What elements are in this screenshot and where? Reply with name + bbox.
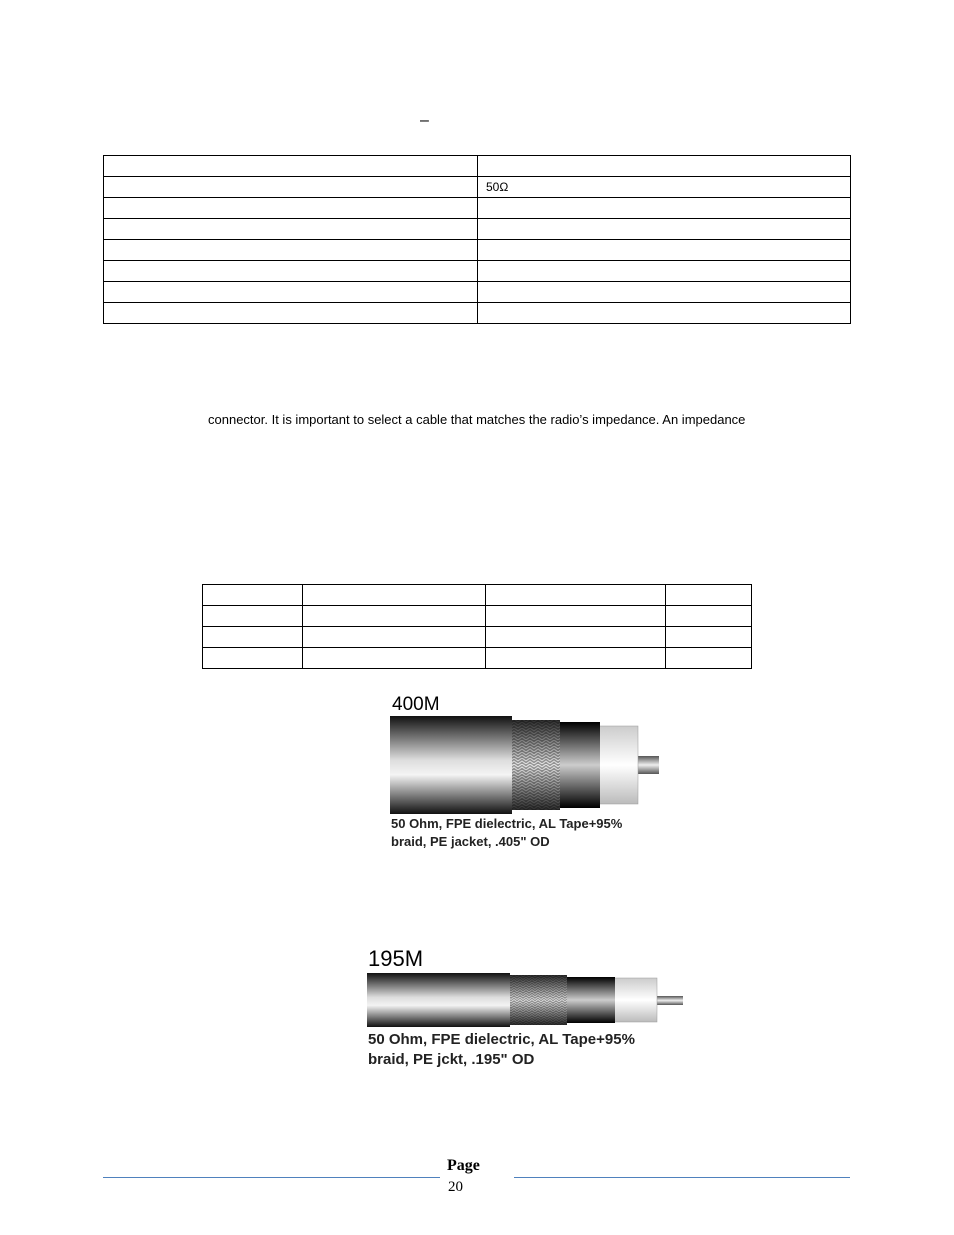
spec-table-row-cell	[104, 261, 478, 282]
spec-table-row-cell	[478, 303, 851, 324]
spec-table-row-cell	[104, 303, 478, 324]
spec-table-row	[104, 177, 851, 198]
spec-table-row-cell	[478, 240, 851, 261]
cable-table-row	[203, 606, 752, 627]
cable-table-row-cell	[486, 606, 665, 627]
spec-table-row-cell	[478, 261, 851, 282]
footer-rule-right	[514, 1177, 850, 1178]
cable-table-row	[203, 627, 752, 648]
cable-195m-illustration	[367, 972, 687, 1028]
cable-table-row-cell	[665, 606, 751, 627]
cable-table-row-cell	[203, 585, 303, 606]
spec-table-row	[104, 219, 851, 240]
body-paragraph: connector. It is important to select a cable that matches the radio’s impedance. An impedance	[208, 412, 746, 427]
footer-rule-left	[103, 1177, 440, 1178]
spec-table-row-cell	[478, 156, 851, 177]
footer-page-label: Page	[447, 1157, 480, 1174]
spec-table-row	[104, 282, 851, 303]
spec-table-row	[104, 198, 851, 219]
cable-195m-desc-line2: braid, PE jckt, .195" OD	[368, 1051, 535, 1069]
cable-table-row-cell	[203, 606, 303, 627]
spec-table-row	[104, 156, 851, 177]
spec-table-row-cell	[104, 219, 478, 240]
cable-table-row-cell	[303, 627, 486, 648]
spec-table-row	[104, 240, 851, 261]
cable-195m-desc-line1: 50 Ohm, FPE dielectric, AL Tape+95%	[368, 1031, 635, 1048]
footer-page-number: 20	[448, 1179, 463, 1195]
spec-table-row-cell	[478, 198, 851, 219]
cable-table	[202, 584, 752, 669]
cable-table-row-cell	[303, 585, 486, 606]
cable-195m-label: 195M	[368, 946, 424, 971]
spec-table-row-cell	[104, 198, 478, 219]
spec-table-row-cell	[104, 156, 478, 177]
spec-table-row	[104, 261, 851, 282]
heading-fragment: –	[420, 112, 429, 129]
cable-table-row-cell	[486, 648, 665, 669]
cable-table-row-cell	[203, 627, 303, 648]
spec-table-row-cell	[104, 177, 478, 198]
cable-400m-illustration	[390, 716, 662, 816]
spec-table-row	[104, 303, 851, 324]
spec-table	[103, 155, 851, 324]
cable-table-row-cell	[303, 648, 486, 669]
cable-table-row-cell	[486, 627, 665, 648]
cable-table-row-cell	[203, 648, 303, 669]
cable-195m-description	[368, 1030, 635, 1071]
spec-table-row-cell	[104, 282, 478, 303]
cable-400m-label: 400M	[392, 694, 440, 715]
cable-400m-description	[391, 815, 622, 850]
cable-table-row-cell	[665, 627, 751, 648]
spec-table-row-cell: 50Ω	[478, 177, 851, 198]
cable-table-row-cell	[665, 648, 751, 669]
spec-table-row-cell	[104, 240, 478, 261]
cable-table-row-cell	[486, 585, 665, 606]
spec-table-row-cell	[478, 219, 851, 240]
cable-table-row	[203, 585, 752, 606]
cable-table-row	[203, 648, 752, 669]
cable-400m-desc-line1: 50 Ohm, FPE dielectric, AL Tape+95%	[391, 816, 623, 831]
spec-table-row-cell	[478, 282, 851, 303]
cable-400m-desc-line2: braid, PE jacket, .405" OD	[391, 833, 550, 849]
cable-table-row-cell	[303, 606, 486, 627]
cable-table-row-cell	[665, 585, 751, 606]
